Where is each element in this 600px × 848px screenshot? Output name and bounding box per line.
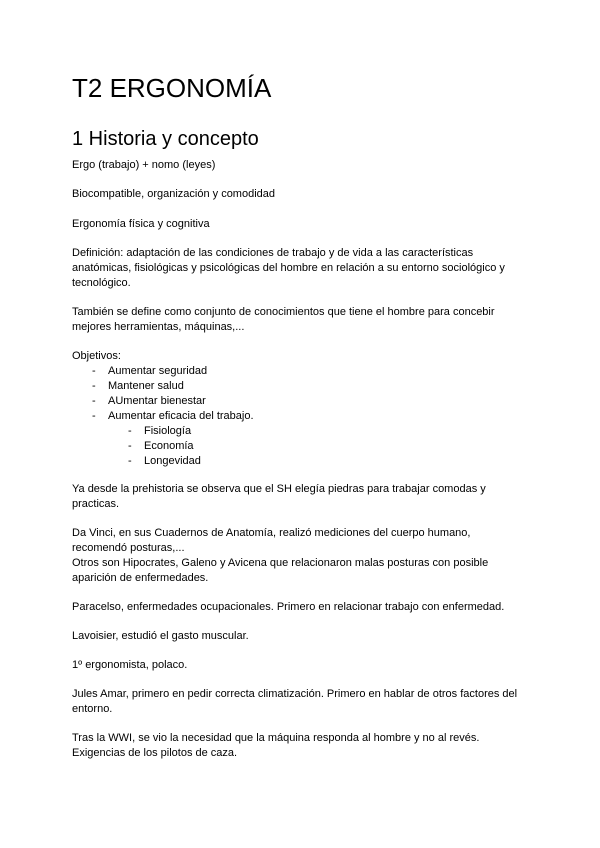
- sub-list-marker: -: [128, 440, 132, 452]
- sub-list-item: Economía: [144, 440, 194, 452]
- list-marker: -: [92, 380, 96, 392]
- paragraph-line: Otros son Hipocrates, Galeno y Avicena que relacionaron malas posturas con posible: [72, 557, 489, 569]
- paragraph-line: Jules Amar, primero en pedir correcta climatización. Primero en hablar de otros factores del: [72, 688, 518, 700]
- paragraph-line: Tras la WWI, se vio la necesidad que la máquina responda al hombre y no al revés.: [72, 732, 480, 744]
- paragraph-line: entorno.: [72, 703, 113, 715]
- paragraph-line: También se define como conjunto de conocimientos que tiene el hombre para concebir: [72, 306, 495, 318]
- paragraph: 1º ergonomista, polaco.: [72, 659, 188, 671]
- sub-list-marker: -: [128, 425, 132, 437]
- list-item: Mantener salud: [108, 380, 184, 392]
- list-marker: -: [92, 365, 96, 377]
- paragraph: Paracelso, enfermedades ocupacionales. Primero en relacionar trabajo con enfermedad.: [72, 601, 505, 613]
- section-heading: 1 Historia y concepto: [72, 128, 259, 150]
- document-title: T2 ERGONOMÍA: [72, 73, 272, 103]
- paragraph-line: Ya desde la prehistoria se observa que el SH elegía piedras para trabajar comodas y: [72, 483, 486, 495]
- paragraph-line: aparición de enfermedades.: [72, 572, 209, 584]
- paragraph-line: anatómicas, fisiológicas y psicológicas del hombre en relación a su entorno sociológico y: [72, 262, 505, 274]
- list-marker: -: [92, 410, 96, 422]
- paragraph: Ergonomía física y cognitiva: [72, 218, 210, 230]
- paragraph-line: recomendó posturas,...: [72, 542, 185, 554]
- paragraph-line: Da Vinci, en sus Cuadernos de Anatomía, realizó mediciones del cuerpo humano,: [72, 527, 471, 539]
- paragraph: Lavoisier, estudió el gasto muscular.: [72, 630, 249, 642]
- paragraph-line: practicas.: [72, 498, 120, 510]
- list-item: AUmentar bienestar: [108, 395, 206, 407]
- paragraph-line: Definición: adaptación de las condiciones de trabajo y de vida a las características: [72, 247, 474, 259]
- objectives-label: Objetivos:: [72, 350, 121, 362]
- paragraph-line: mejores herramientas, máquinas,...: [72, 321, 245, 333]
- sub-list-marker: -: [128, 455, 132, 467]
- sub-list-item: Longevidad: [144, 455, 201, 467]
- sub-list-item: Fisiología: [144, 425, 192, 437]
- list-marker: -: [92, 395, 96, 407]
- list-item: Aumentar eficacia del trabajo.: [108, 410, 254, 422]
- paragraph: Biocompatible, organización y comodidad: [72, 188, 276, 200]
- list-item: Aumentar seguridad: [108, 365, 208, 377]
- paragraph-line: Exigencias de los pilotos de caza.: [72, 747, 238, 759]
- paragraph-line: tecnológico.: [72, 277, 131, 289]
- paragraph: Ergo (trabajo) + nomo (leyes): [72, 159, 216, 171]
